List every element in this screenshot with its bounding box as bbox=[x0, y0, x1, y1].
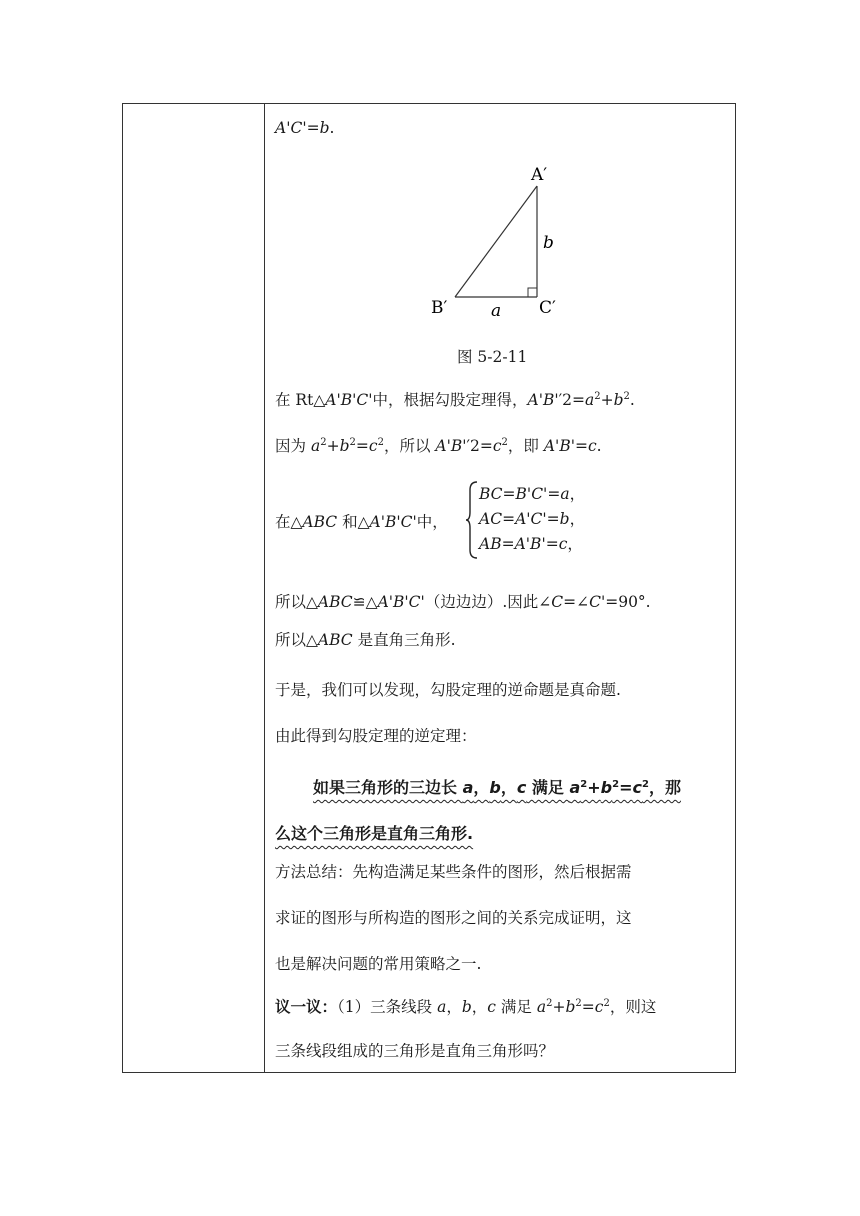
theorem-line-2: 么这个三角形是直角三角形. bbox=[275, 824, 474, 843]
table-right-column bbox=[265, 104, 735, 1072]
side-label-a: a bbox=[491, 301, 502, 321]
line-ac-equals-b: A'C'=b. bbox=[275, 119, 335, 137]
method-summary-line-2: 求证的图形与所构造的图形之间的关系完成证明，这 bbox=[275, 909, 632, 927]
vertex-label-a: A′ bbox=[531, 165, 548, 185]
theorem-line-1: 如果三角形的三边长 a，b，c 满足 $a^2+b^2=c^2$，那 bbox=[313, 778, 681, 797]
line-converse-true: 于是，我们可以发现，勾股定理的逆命题是真命题. bbox=[275, 681, 621, 699]
line-because: 因为 $a^2+b^2=c^2$，所以 $A'B''2=c^2$，即 A'B'=c. bbox=[275, 437, 602, 455]
right-triangle-figure bbox=[415, 156, 585, 326]
method-summary-line-1: 方法总结：先构造满足某些条件的图形，然后根据需 bbox=[275, 863, 632, 881]
figure-caption: 图 5-2-11 bbox=[457, 348, 528, 366]
triangle-hypotenuse bbox=[455, 186, 537, 297]
line-right-triangle: 所以△ABC 是直角三角形. bbox=[275, 631, 456, 649]
right-angle-mark bbox=[528, 288, 537, 297]
system-row: AC=A'C'=b， bbox=[479, 510, 586, 528]
content-table bbox=[122, 103, 736, 1073]
vertex-label-b: B′ bbox=[431, 298, 448, 318]
discuss-line-1: 议一议：（1）三条线段 a，b，c 满足 $a^2+b^2=c^2$，则这 bbox=[275, 998, 657, 1016]
congruence-system bbox=[479, 482, 585, 557]
side-label-b: b bbox=[543, 233, 554, 253]
system-brace bbox=[465, 480, 479, 560]
line-pythagoras-apply: 在 Rt△A'B'C'中，根据勾股定理得，$A'B''2=a^2+b^2$. bbox=[275, 391, 635, 409]
line-congruent: 所以△ABC≌△A'B'C'（边边边）.因此∠C=∠C'=90°. bbox=[275, 593, 651, 611]
discuss-label: 议一议： bbox=[275, 998, 338, 1016]
system-row: BC=B'C'=a， bbox=[479, 485, 586, 503]
line-in-triangles: 在△ABC 和△A'B'C'中， bbox=[275, 513, 448, 531]
vertex-label-c: C′ bbox=[539, 298, 556, 318]
discuss-line-2: 三条线段组成的三角形是直角三角形吗？ bbox=[275, 1042, 555, 1060]
line-converse-theorem-intro: 由此得到勾股定理的逆定理： bbox=[275, 727, 477, 745]
table-left-column bbox=[123, 104, 265, 1072]
method-summary-line-3: 也是解决问题的常用策略之一. bbox=[275, 955, 482, 973]
system-row: AB=A'B'=c， bbox=[479, 535, 583, 553]
